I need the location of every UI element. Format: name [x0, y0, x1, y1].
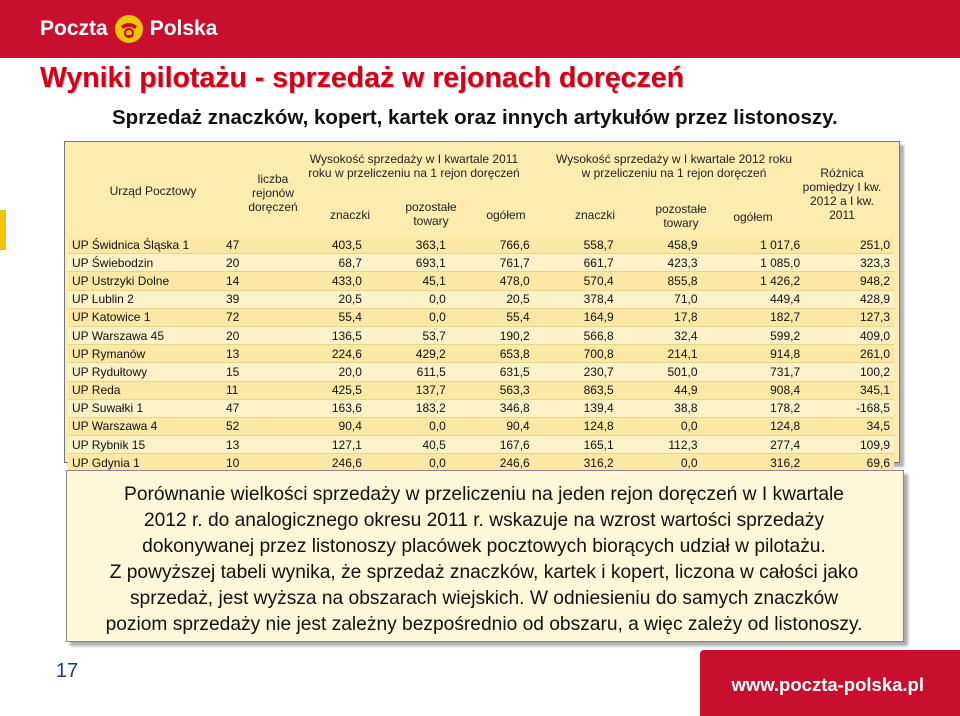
value-cell: 458,9 [618, 236, 702, 254]
regions-cell: 14 [222, 272, 282, 290]
table-row [68, 290, 894, 308]
value-cell: 139,4 [534, 399, 618, 417]
value-cell: 1 085,0 [702, 254, 805, 272]
value-cell: 277,4 [702, 436, 805, 454]
value-cell: 661,7 [534, 254, 618, 272]
regions-cell: 15 [222, 363, 282, 381]
value-cell: 425,5 [282, 381, 366, 399]
value-cell: 127,3 [804, 308, 894, 326]
value-cell: 863,5 [534, 381, 618, 399]
value-cell: 566,8 [534, 326, 618, 344]
value-cell: 908,4 [702, 381, 805, 399]
summary-text [66, 482, 902, 638]
value-cell: 17,8 [618, 308, 702, 326]
office-name-cell: UP Reda [68, 381, 222, 399]
post-horn-icon [114, 14, 144, 44]
value-cell: 100,2 [804, 363, 894, 381]
sub-header-other-2011: pozostałe towary [405, 200, 457, 228]
value-cell: 0,0 [618, 417, 702, 435]
office-name-cell: UP Rymanów [68, 345, 222, 363]
value-cell: 127,1 [282, 436, 366, 454]
value-cell: 112,3 [618, 436, 702, 454]
value-cell: 230,7 [534, 363, 618, 381]
summary-line: Z powyższej tabeli wynika, że sprzedaż znaczków, kartek i kopert, liczona w całości jako [109, 562, 859, 583]
office-name-cell: UP Rybnik 15 [68, 436, 222, 454]
value-cell: 693,1 [366, 254, 450, 272]
table-row [68, 381, 894, 399]
value-cell: 20,0 [282, 363, 366, 381]
value-cell: -168,5 [804, 399, 894, 417]
page-number: 17 [55, 660, 79, 682]
office-name-cell: UP Gdynia 1 [68, 454, 222, 472]
logo-text-left: Poczta [40, 17, 108, 40]
value-cell: 40,5 [366, 436, 450, 454]
value-cell: 363,1 [366, 236, 450, 254]
value-cell: 90,4 [450, 417, 534, 435]
value-cell: 409,0 [804, 326, 894, 344]
sub-header-stamps-2012: znaczki [574, 208, 615, 222]
value-cell: 90,4 [282, 417, 366, 435]
value-cell: 323,3 [804, 254, 894, 272]
summary-line: 2012 r. do analogicznego okresu 2011 r. wskazuje na wzrost wartości sprzedaży [143, 510, 825, 531]
value-cell: 32,4 [618, 326, 702, 344]
value-cell: 109,9 [804, 436, 894, 454]
table-row [68, 417, 894, 435]
col-header-regions: liczba rejonów doręczeń [248, 172, 298, 214]
office-name-cell: UP Rydułtowy [68, 363, 222, 381]
office-name-cell: UP Suwałki 1 [68, 399, 222, 417]
office-name-cell: UP Katowice 1 [68, 308, 222, 326]
office-name-cell: UP Ustrzyki Dolne [68, 272, 222, 290]
value-cell: 0,0 [366, 417, 450, 435]
regions-cell: 20 [222, 326, 282, 344]
value-cell: 570,4 [534, 272, 618, 290]
table-row [68, 254, 894, 272]
value-cell: 449,4 [702, 290, 805, 308]
table-row [68, 399, 894, 417]
value-cell: 316,2 [534, 454, 618, 472]
group-header-2011: Wysokość sprzedaży w I kwartale 2011 roku w przeliczeniu na 1 rejon doręczeń [308, 152, 520, 180]
sales-table [68, 236, 894, 491]
regions-cell: 13 [222, 436, 282, 454]
summary-line: dokonywanej przez listonoszy placówek pocztowych biorących udział w pilotażu. [142, 536, 826, 557]
table-row [68, 363, 894, 381]
col-header-diff: Różnica pomiędzy I kw. 2012 a I kw. 2011 [802, 166, 882, 222]
regions-cell: 10 [222, 454, 282, 472]
regions-cell: 72 [222, 308, 282, 326]
value-cell: 611,5 [366, 363, 450, 381]
regions-cell: 20 [222, 254, 282, 272]
value-cell: 599,2 [702, 326, 805, 344]
table-row [68, 436, 894, 454]
regions-cell: 47 [222, 236, 282, 254]
value-cell: 224,6 [282, 345, 366, 363]
value-cell: 38,8 [618, 399, 702, 417]
value-cell: 558,7 [534, 236, 618, 254]
value-cell: 501,0 [618, 363, 702, 381]
value-cell: 55,4 [450, 308, 534, 326]
sub-header-total-2012: ogółem [733, 210, 773, 224]
value-cell: 631,5 [450, 363, 534, 381]
value-cell: 478,0 [450, 272, 534, 290]
value-cell: 183,2 [366, 399, 450, 417]
regions-cell: 47 [222, 399, 282, 417]
value-cell: 246,6 [450, 454, 534, 472]
slide-subtitle: Sprzedaż znaczków, kopert, kartek oraz innych artykułów przez listonoszy. [112, 106, 838, 129]
value-cell: 20,5 [282, 290, 366, 308]
value-cell: 69,6 [804, 454, 894, 472]
sub-header-stamps-2011: znaczki [329, 208, 370, 222]
table-row [68, 236, 894, 254]
value-cell: 403,5 [282, 236, 366, 254]
value-cell: 137,7 [366, 381, 450, 399]
side-accent [0, 210, 6, 250]
table-row [68, 308, 894, 326]
value-cell: 261,0 [804, 345, 894, 363]
value-cell: 1 017,6 [702, 236, 805, 254]
value-cell: 165,1 [534, 436, 618, 454]
office-name-cell: UP Świebodzin [68, 254, 222, 272]
value-cell: 68,7 [282, 254, 366, 272]
value-cell: 124,8 [702, 417, 805, 435]
value-cell: 190,2 [450, 326, 534, 344]
sub-header-total-2011: ogółem [486, 208, 526, 222]
value-cell: 766,6 [450, 236, 534, 254]
value-cell: 429,2 [366, 345, 450, 363]
value-cell: 44,9 [618, 381, 702, 399]
value-cell: 423,3 [618, 254, 702, 272]
value-cell: 731,7 [702, 363, 805, 381]
value-cell: 948,2 [804, 272, 894, 290]
sub-header-other-2012: pozostałe towary [655, 202, 707, 230]
regions-cell: 39 [222, 290, 282, 308]
value-cell: 55,4 [282, 308, 366, 326]
summary-line: Porównanie wielkości sprzedaży w przeliczeniu na jeden rejon doręczeń w I kwartale [124, 484, 844, 505]
value-cell: 124,8 [534, 417, 618, 435]
value-cell: 53,7 [366, 326, 450, 344]
table-row [68, 345, 894, 363]
value-cell: 246,6 [282, 454, 366, 472]
office-name-cell: UP Warszawa 4 [68, 417, 222, 435]
office-name-cell: UP Lublin 2 [68, 290, 222, 308]
regions-cell: 13 [222, 345, 282, 363]
footer-url-link[interactable]: www.poczta-polska.pl [731, 674, 924, 695]
value-cell: 0,0 [366, 454, 450, 472]
col-header-office: Urząd Pocztowy [109, 184, 197, 198]
value-cell: 345,1 [804, 381, 894, 399]
value-cell: 563,3 [450, 381, 534, 399]
poczta-polska-logo [40, 12, 217, 46]
value-cell: 433,0 [282, 272, 366, 290]
value-cell: 653,8 [450, 345, 534, 363]
value-cell: 178,2 [702, 399, 805, 417]
table-row [68, 272, 894, 290]
value-cell: 45,1 [366, 272, 450, 290]
value-cell: 378,4 [534, 290, 618, 308]
value-cell: 214,1 [618, 345, 702, 363]
value-cell: 34,5 [804, 417, 894, 435]
table-row [68, 326, 894, 344]
value-cell: 855,8 [618, 272, 702, 290]
header-bar [0, 0, 960, 58]
office-name-cell: UP Warszawa 45 [68, 326, 222, 344]
value-cell: 316,2 [702, 454, 805, 472]
value-cell: 761,7 [450, 254, 534, 272]
value-cell: 700,8 [534, 345, 618, 363]
regions-cell: 11 [222, 381, 282, 399]
summary-line: poziom sprzedaży nie jest zależny bezpośrednio od obszaru, a więc zależy od listonoszy. [105, 614, 863, 635]
value-cell: 346,8 [450, 399, 534, 417]
value-cell: 428,9 [804, 290, 894, 308]
slide-title: Wyniki pilotażu - sprzedaż w rejonach doręczeń [40, 62, 685, 94]
logo-text-right: Polska [149, 17, 218, 40]
value-cell: 1 426,2 [702, 272, 805, 290]
value-cell: 914,8 [702, 345, 805, 363]
value-cell: 163,6 [282, 399, 366, 417]
value-cell: 0,0 [618, 454, 702, 472]
value-cell: 136,5 [282, 326, 366, 344]
summary-line: sprzedaż, jest wyższa na obszarach wiejskich. W odniesieniu do samych znaczków [129, 588, 839, 609]
regions-cell: 52 [222, 417, 282, 435]
value-cell: 20,5 [450, 290, 534, 308]
group-header-2012: Wysokość sprzedaży w I kwartale 2012 roku w przeliczeniu na 1 rejon doręczeń [556, 152, 792, 180]
value-cell: 71,0 [618, 290, 702, 308]
value-cell: 251,0 [804, 236, 894, 254]
office-name-cell: UP Świdnica Śląska 1 [68, 236, 222, 254]
value-cell: 0,0 [366, 308, 450, 326]
value-cell: 164,9 [534, 308, 618, 326]
value-cell: 0,0 [366, 290, 450, 308]
value-cell: 182,7 [702, 308, 805, 326]
value-cell: 167,6 [450, 436, 534, 454]
